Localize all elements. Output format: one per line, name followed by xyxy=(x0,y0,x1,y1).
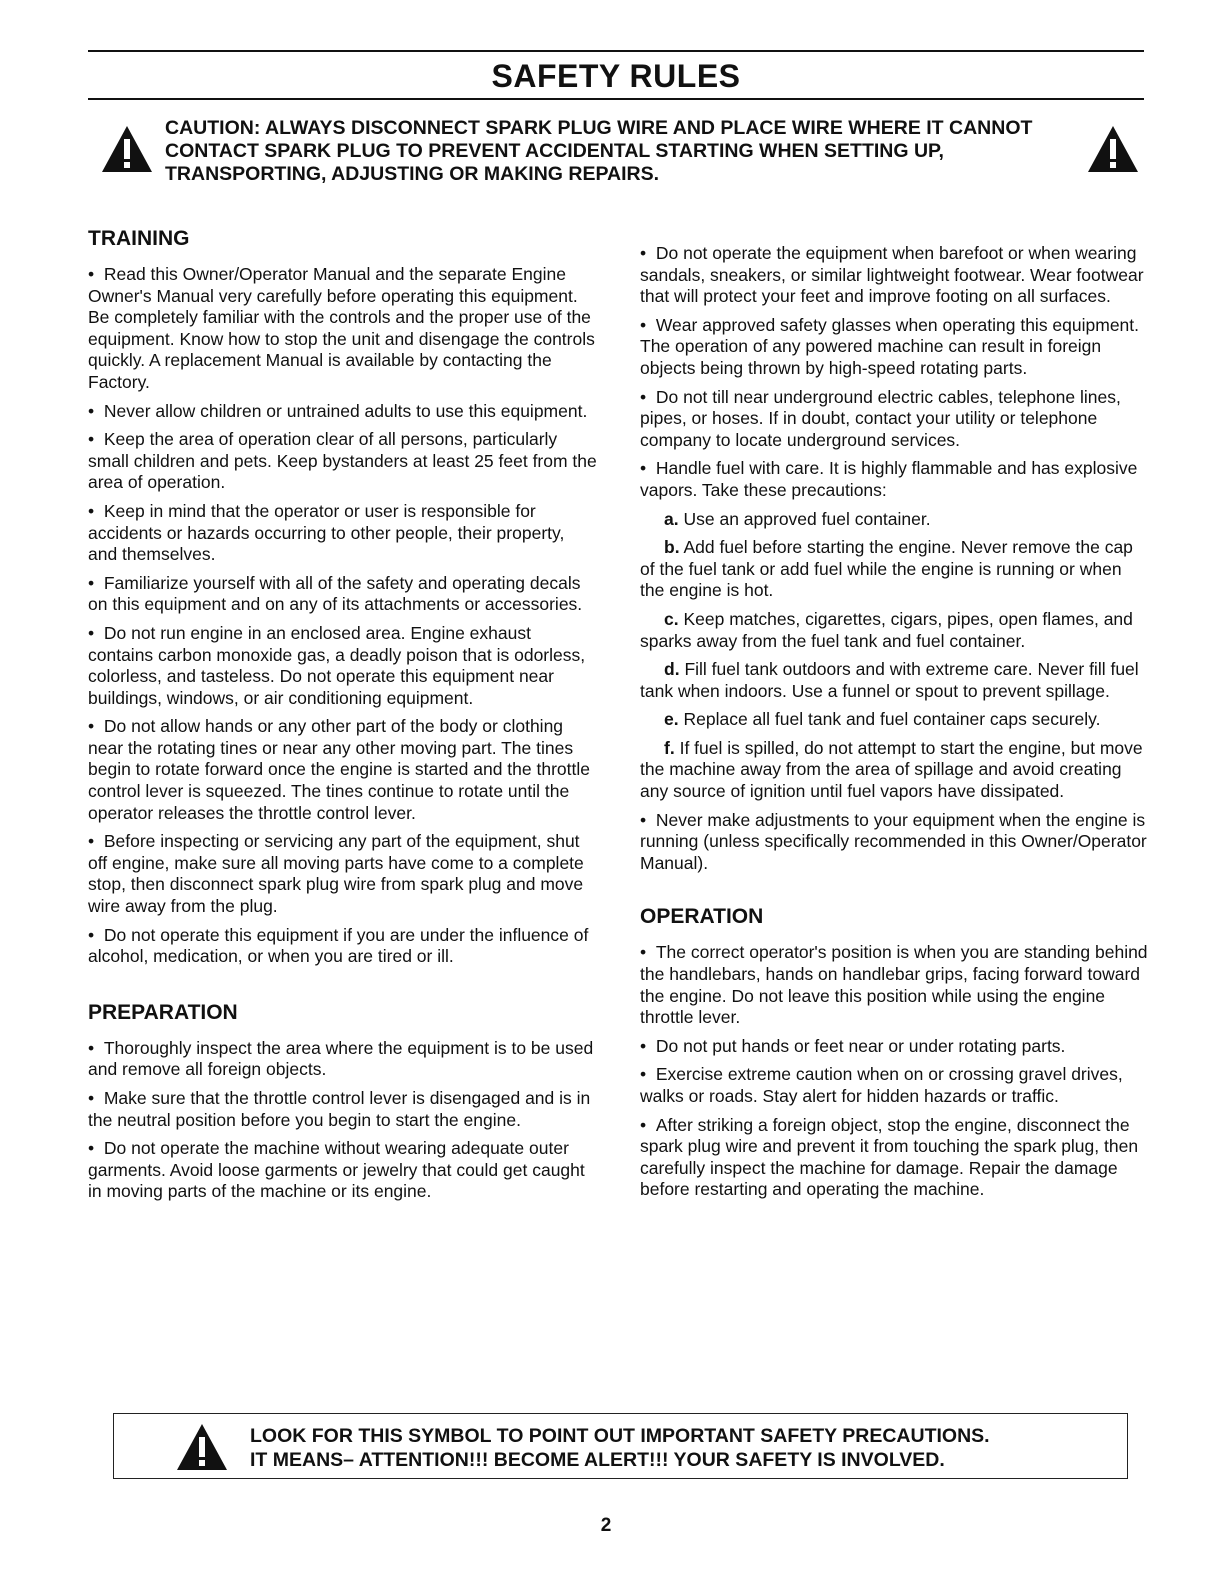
training-item: • Do not run engine in an enclosed area. Engine exhaust contains carbon monoxide gas, a deadly poison that is odorless, colorless, and tasteless. Do not operate this equipment near buildings, windows, or air conditioning equipment. xyxy=(88,623,598,709)
fuel-precaution: a. Use an approved fuel container. xyxy=(664,508,931,529)
left-column xyxy=(88,226,598,1210)
notice-line: IT MEANS– ATTENTION!!! BECOME ALERT!!! YOUR SAFETY IS INVOLVED. xyxy=(250,1449,945,1471)
preparation-item: • Make sure that the throttle control lever is disengaged and is in the neutral position before you begin to start the engine. xyxy=(88,1088,598,1131)
training-item: • Do not operate this equipment if you are under the influence of alcohol, medication, or when you are tired or ill. xyxy=(88,925,598,968)
training-item: • Read this Owner/Operator Manual and the separate Engine Owner's Manual very carefully before operating this equipment. Be completely familiar with the controls and the proper use of the equipment. Know how to stop the unit and disengage the controls quickly. A replacement Manual is available by contacting the Factory. xyxy=(88,264,598,394)
operation-item: • The correct operator's position is when you are standing behind the handlebars, hands on handlebar grips, facing forward toward the engine. Do not leave this position while using the engine throttle lever. xyxy=(640,942,1150,1028)
training-item: • Do not allow hands or any other part of the body or clothing near the rotating tines or near any other moving part. The tines begin to rotate forward once the engine is started and the throttle control lever is squeezed. The tines continue to rotate until the operator releases the throttle control lever. xyxy=(88,716,598,824)
right-column xyxy=(640,243,1150,1208)
training-item: • Keep the area of operation clear of all persons, particularly small children and pets. Keep bystanders at least 25 feet from the area of operation. xyxy=(88,429,598,494)
safety-item: • Handle fuel with care. It is highly flammable and has explosive vapors. Take these precautions: xyxy=(640,458,1150,501)
caution-notice: CAUTION: ALWAYS DISCONNECT SPARK PLUG WIRE AND PLACE WIRE WHERE IT CANNOT CONTACT SPARK PLUG TO PREVENT ACCIDENTAL STARTING WHEN SETTING UP, TRANSPORTING, ADJUSTING OR MAKING REPAIRS. xyxy=(165,117,1033,185)
preparation-item: • Do not operate the machine without wearing adequate outer garments. Avoid loose garments or jewelry that could get caught in moving parts of the machine or its engine. xyxy=(88,1138,598,1203)
operation-item: • After striking a foreign object, stop the engine, disconnect the spark plug wire and prevent it from touching the spark plug, then carefully inspect the machine for damage. Repair the damage before restarting and operating the machine. xyxy=(640,1115,1150,1201)
page-title: SAFETY RULES xyxy=(491,58,741,94)
preparation-item: • Thoroughly inspect the area where the equipment is to be used and remove all foreign objects. xyxy=(88,1038,598,1081)
safety-symbol-notice xyxy=(250,1424,1110,1472)
safety-item: • Do not till near underground electric cables, telephone lines, pipes, or hoses. If in doubt, contact your utility or telephone company to locate underground services. xyxy=(640,387,1150,452)
training-heading: TRAINING xyxy=(88,227,190,250)
warning-triangle-icon xyxy=(100,124,154,174)
training-item: • Familiarize yourself with all of the safety and operating decals on this equipment and on any of its attachments or accessories. xyxy=(88,573,598,616)
page-number: 2 xyxy=(600,1515,612,1536)
fuel-precaution: c. Keep matches, cigarettes, cigars, pipes, open flames, and sparks away from the fuel tank and fuel container. xyxy=(640,608,1133,651)
fuel-precaution: e. Replace all fuel tank and fuel container caps securely. xyxy=(664,709,1101,730)
top-rule xyxy=(88,50,1144,52)
operation-heading: OPERATION xyxy=(640,905,764,929)
warning-triangle-icon xyxy=(175,1422,229,1472)
preparation-heading: PREPARATION xyxy=(88,1000,238,1024)
fuel-precaution: d. Fill fuel tank outdoors and with extreme care. Never fill fuel tank when indoors. Use a funnel or spout to prevent spillage. xyxy=(640,659,1139,701)
title-rule xyxy=(88,98,1144,100)
fuel-precaution: f. If fuel is spilled, do not attempt to start the engine, but move the machine away from the area of spillage and avoid creating any source of ignition until fuel vapors have dissipated. xyxy=(640,737,1143,802)
notice-line: LOOK FOR THIS SYMBOL TO POINT OUT IMPORTANT SAFETY PRECAUTIONS. xyxy=(250,1425,990,1447)
safety-item: • Do not operate the equipment when barefoot or when wearing sandals, sneakers, or similar lightweight footwear. Wear footwear that will protect your feet and improve footing on all surfaces. xyxy=(640,243,1150,308)
safety-item: • Wear approved safety glasses when operating this equipment. The operation of any powered machine can result in foreign objects being thrown by high-speed rotating parts. xyxy=(640,315,1150,380)
operation-item: • Do not put hands or feet near or under rotating parts. xyxy=(640,1036,1150,1058)
training-item: • Never allow children or untrained adults to use this equipment. xyxy=(88,401,598,423)
operation-item: • Exercise extreme caution when on or crossing gravel drives, walks or roads. Stay alert for hidden hazards or traffic. xyxy=(640,1064,1150,1107)
fuel-precaution: b. Add fuel before starting the engine. Never remove the cap of the fuel tank or add fuel while the engine is running or when the engine is hot. xyxy=(640,537,1133,601)
warning-triangle-icon xyxy=(1086,124,1140,174)
safety-item: • Never make adjustments to your equipment when the engine is running (unless specifically recommended in this Owner/Operator Manual). xyxy=(640,810,1150,875)
training-item: • Before inspecting or servicing any part of the equipment, shut off engine, make sure all moving parts have come to a complete stop, then disconnect spark plug wire from spark plug and move wire away from the plug. xyxy=(88,831,598,917)
training-item: • Keep in mind that the operator or user is responsible for accidents or hazards occurring to other people, their property, and themselves. xyxy=(88,501,598,566)
